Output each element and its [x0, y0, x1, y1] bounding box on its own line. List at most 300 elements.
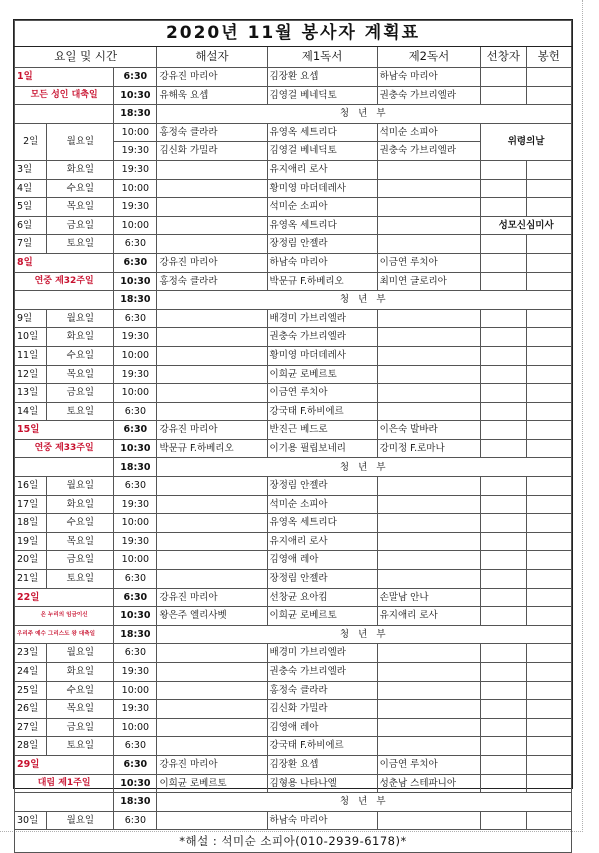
commentator-cell: 왕은주 엘리사벳 — [157, 607, 267, 626]
offering-cell — [526, 663, 572, 682]
day-cell: 4일 — [15, 179, 47, 198]
table-row — [15, 718, 572, 737]
time-cell: 6:30 — [114, 235, 157, 254]
reader2-cell — [377, 216, 481, 235]
time-cell: 6:30 — [114, 811, 157, 830]
table-row — [15, 86, 572, 105]
weekday-cell: 금요일 — [47, 384, 114, 403]
day-cell: 5일 — [15, 198, 47, 217]
reader2-cell — [377, 235, 481, 254]
table-row — [15, 439, 572, 458]
table-row — [15, 607, 572, 626]
day-cell: 10일 — [15, 328, 47, 347]
offering-cell — [526, 495, 572, 514]
day-cell: 22일 — [15, 588, 114, 607]
reader1-cell: 권충숙 가브리엘라 — [267, 328, 377, 347]
offering-cell — [526, 309, 572, 328]
time-cell: 10:00 — [114, 718, 157, 737]
offering-cell — [526, 328, 572, 347]
offering-cell — [526, 718, 572, 737]
table-row — [15, 793, 572, 812]
commentator-cell — [157, 365, 267, 384]
weekday-cell: 월요일 — [47, 644, 114, 663]
reader2-cell: 강미정 F.로마나 — [377, 439, 481, 458]
time-cell: 18:30 — [114, 625, 157, 644]
reader1-cell: 유영옥 세트리다 — [267, 123, 377, 142]
cantor-cell — [481, 532, 526, 551]
reader1-cell: 김신화 가밀라 — [267, 700, 377, 719]
day-cell: 26일 — [15, 700, 47, 719]
commentator-cell — [157, 160, 267, 179]
offering-cell — [526, 477, 572, 496]
time-cell: 6:30 — [114, 68, 157, 87]
commentator-cell — [157, 644, 267, 663]
table-row — [15, 737, 572, 756]
offering-cell — [526, 588, 572, 607]
special-mass-label: 성모신심미사 — [481, 216, 572, 235]
reader2-cell: 이금연 루치아 — [377, 253, 481, 272]
time-cell: 10:30 — [114, 272, 157, 291]
reader2-cell — [377, 328, 481, 347]
offering-cell — [526, 86, 572, 105]
reader2-cell: 성춘남 스테파니아 — [377, 774, 481, 793]
reader1-cell: 선창균 요아킴 — [267, 588, 377, 607]
reader2-cell: 하남숙 마리아 — [377, 68, 481, 87]
weekday-cell: 목요일 — [47, 198, 114, 217]
feast-name: 우리주 예수 그리스도 왕 대축일 — [15, 625, 114, 644]
reader1-cell: 김영애 레아 — [267, 551, 377, 570]
table-row — [15, 588, 572, 607]
time-cell: 10:00 — [114, 681, 157, 700]
day-cell: 23일 — [15, 644, 47, 663]
feast-name: 연중 제32주일 — [15, 272, 114, 291]
cantor-cell — [481, 346, 526, 365]
offering-cell — [526, 346, 572, 365]
cantor-cell — [481, 402, 526, 421]
day-cell: 8일 — [15, 253, 114, 272]
weekday-cell: 금요일 — [47, 718, 114, 737]
time-cell: 19:30 — [114, 532, 157, 551]
youth-group-note: 청 년 부 — [157, 291, 572, 310]
offering-cell — [526, 514, 572, 533]
reader1-cell: 이희균 로베르토 — [267, 607, 377, 626]
table-row — [15, 700, 572, 719]
commentator-cell — [157, 663, 267, 682]
reader1-cell: 장정림 안젤라 — [267, 477, 377, 496]
reader1-cell: 유영옥 세트리다 — [267, 216, 377, 235]
reader2-cell — [377, 663, 481, 682]
commentator-cell — [157, 235, 267, 254]
offering-cell — [526, 160, 572, 179]
offering-cell — [526, 402, 572, 421]
header-reader1: 제1독서 — [267, 47, 377, 68]
offering-cell — [526, 235, 572, 254]
cantor-cell — [481, 253, 526, 272]
time-cell: 19:30 — [114, 160, 157, 179]
offering-cell — [526, 644, 572, 663]
time-cell: 18:30 — [114, 458, 157, 477]
day-cell: 6일 — [15, 216, 47, 235]
day-cell: 14일 — [15, 402, 47, 421]
time-cell: 6:30 — [114, 309, 157, 328]
reader2-cell — [377, 384, 481, 403]
weekday-cell: 화요일 — [47, 495, 114, 514]
table-row — [15, 625, 572, 644]
cantor-cell — [481, 588, 526, 607]
offering-cell — [526, 737, 572, 756]
reader1-cell: 이금연 루치아 — [267, 384, 377, 403]
time-cell: 19:30 — [114, 365, 157, 384]
day-cell: 7일 — [15, 235, 47, 254]
reader1-cell: 박문규 F.하베리오 — [267, 272, 377, 291]
reader2-cell — [377, 309, 481, 328]
day-cell — [15, 291, 114, 310]
reader2-cell — [377, 160, 481, 179]
youth-group-note: 청 년 부 — [157, 458, 572, 477]
time-cell: 6:30 — [114, 402, 157, 421]
commentator-cell — [157, 718, 267, 737]
schedule-sheet — [13, 19, 573, 848]
cantor-cell — [481, 663, 526, 682]
table-row — [15, 681, 572, 700]
reader2-cell — [377, 365, 481, 384]
reader2-cell: 권충숙 가브리엘라 — [377, 142, 481, 161]
weekday-cell: 토요일 — [47, 737, 114, 756]
commentator-cell: 강유진 마리아 — [157, 253, 267, 272]
time-cell: 6:30 — [114, 755, 157, 774]
cantor-cell — [481, 774, 526, 793]
reader2-cell — [377, 644, 481, 663]
weekday-cell: 월요일 — [47, 477, 114, 496]
table-row — [15, 365, 572, 384]
table-row — [15, 309, 572, 328]
feast-name: 모든 성인 대축일 — [15, 86, 114, 105]
reader1-cell: 권충숙 가브리엘라 — [267, 663, 377, 682]
reader2-cell: 권충숙 가브리엘라 — [377, 86, 481, 105]
cantor-cell — [481, 681, 526, 700]
table-row — [15, 495, 572, 514]
table-row — [15, 198, 572, 217]
day-cell: 25일 — [15, 681, 47, 700]
youth-group-note: 청 년 부 — [157, 625, 572, 644]
reader1-cell: 유지애리 로사 — [267, 532, 377, 551]
time-cell: 6:30 — [114, 421, 157, 440]
header-cantor: 선창자 — [481, 47, 526, 68]
reader2-cell: 유지애리 로사 — [377, 607, 481, 626]
cantor-cell — [481, 421, 526, 440]
cantor-cell — [481, 514, 526, 533]
table-row — [15, 346, 572, 365]
reader1-cell: 황미영 마더데레사 — [267, 346, 377, 365]
day-cell: 11일 — [15, 346, 47, 365]
offering-cell — [526, 755, 572, 774]
cantor-cell — [481, 86, 526, 105]
weekday-cell: 월요일 — [47, 123, 114, 160]
reader1-cell: 하남숙 마리아 — [267, 811, 377, 830]
commentator-cell — [157, 811, 267, 830]
day-cell: 3일 — [15, 160, 47, 179]
reader1-cell: 김장환 요셉 — [267, 68, 377, 87]
reader2-cell — [377, 737, 481, 756]
day-cell: 19일 — [15, 532, 47, 551]
day-cell — [15, 458, 114, 477]
cantor-cell — [481, 68, 526, 87]
reader2-cell: 석미순 소피아 — [377, 123, 481, 142]
day-cell: 1일 — [15, 68, 114, 87]
offering-cell — [526, 811, 572, 830]
table-row — [15, 644, 572, 663]
time-cell: 10:30 — [114, 439, 157, 458]
reader2-cell — [377, 179, 481, 198]
commentator-cell — [157, 346, 267, 365]
time-cell: 19:30 — [114, 663, 157, 682]
header-day-time: 요일 및 시간 — [15, 47, 157, 68]
header-commentator: 해설자 — [157, 47, 267, 68]
reader2-cell — [377, 514, 481, 533]
time-cell: 18:30 — [114, 105, 157, 124]
day-cell: 28일 — [15, 737, 47, 756]
commentator-cell — [157, 198, 267, 217]
reader1-cell: 반진근 베드로 — [267, 421, 377, 440]
time-cell: 10:30 — [114, 774, 157, 793]
commentator-cell — [157, 402, 267, 421]
time-cell: 6:30 — [114, 644, 157, 663]
day-cell: 17일 — [15, 495, 47, 514]
page-title: 2020년 11월 봉사자 계획표 — [15, 21, 572, 47]
weekday-cell: 수요일 — [47, 346, 114, 365]
time-cell: 10:00 — [114, 384, 157, 403]
commentator-cell — [157, 737, 267, 756]
reader1-cell: 황미영 마더데레사 — [267, 179, 377, 198]
commentator-cell — [157, 514, 267, 533]
commentator-cell: 홍정숙 클라라 — [157, 123, 267, 142]
reader1-cell: 김장환 요셉 — [267, 755, 377, 774]
footer-contact: *해설 : 석미순 소피아(010-2939-6178)* — [15, 830, 572, 853]
cantor-cell — [481, 439, 526, 458]
time-cell: 10:30 — [114, 86, 157, 105]
time-cell: 19:30 — [114, 198, 157, 217]
cantor-cell — [481, 384, 526, 403]
table-row — [15, 514, 572, 533]
table-row — [15, 384, 572, 403]
weekday-cell: 토요일 — [47, 570, 114, 589]
reader1-cell: 이희균 로베르토 — [267, 365, 377, 384]
reader2-cell — [377, 198, 481, 217]
time-cell: 10:00 — [114, 179, 157, 198]
time-cell: 19:30 — [114, 328, 157, 347]
weekday-cell: 수요일 — [47, 681, 114, 700]
time-cell: 6:30 — [114, 253, 157, 272]
table-row — [15, 235, 572, 254]
table-row — [15, 421, 572, 440]
table-row — [15, 68, 572, 87]
commentator-cell: 박문규 F.하베리오 — [157, 439, 267, 458]
header-reader2: 제2독서 — [377, 47, 481, 68]
commentator-cell — [157, 328, 267, 347]
offering-cell — [526, 551, 572, 570]
offering-cell — [526, 365, 572, 384]
day-cell: 13일 — [15, 384, 47, 403]
day-cell: 21일 — [15, 570, 47, 589]
reader1-cell: 김형용 나타나엘 — [267, 774, 377, 793]
time-cell: 10:00 — [114, 514, 157, 533]
offering-cell — [526, 607, 572, 626]
table-row — [15, 253, 572, 272]
reader1-cell: 석미순 소피아 — [267, 495, 377, 514]
time-cell: 6:30 — [114, 588, 157, 607]
commentator-cell — [157, 477, 267, 496]
day-cell: 30일 — [15, 811, 47, 830]
day-cell: 18일 — [15, 514, 47, 533]
table-row — [15, 123, 572, 142]
table-row — [15, 291, 572, 310]
cantor-cell — [481, 811, 526, 830]
reader1-cell: 하남숙 마리아 — [267, 253, 377, 272]
commentator-cell — [157, 309, 267, 328]
table-row — [15, 570, 572, 589]
day-cell: 16일 — [15, 477, 47, 496]
table-row — [15, 477, 572, 496]
offering-cell — [526, 68, 572, 87]
reader2-cell: 이금연 루치아 — [377, 755, 481, 774]
commentator-cell — [157, 570, 267, 589]
header-row — [15, 47, 572, 68]
reader1-cell: 홍정숙 클라라 — [267, 681, 377, 700]
cantor-cell — [481, 718, 526, 737]
cantor-cell — [481, 365, 526, 384]
offering-cell — [526, 439, 572, 458]
weekday-cell: 목요일 — [47, 700, 114, 719]
time-cell: 10:00 — [114, 123, 157, 142]
cantor-cell — [481, 644, 526, 663]
time-cell: 6:30 — [114, 477, 157, 496]
cantor-cell — [481, 309, 526, 328]
day-cell: 24일 — [15, 663, 47, 682]
footer-row — [15, 830, 572, 853]
special-mass-label: 위령의날 — [481, 123, 572, 160]
weekday-cell: 수요일 — [47, 514, 114, 533]
reader1-cell: 김영걸 베네딕토 — [267, 86, 377, 105]
header-offering: 봉헌 — [526, 47, 572, 68]
cantor-cell — [481, 607, 526, 626]
time-cell: 18:30 — [114, 291, 157, 310]
reader2-cell — [377, 402, 481, 421]
day-cell: 15일 — [15, 421, 114, 440]
day-cell — [15, 105, 114, 124]
time-cell: 10:00 — [114, 551, 157, 570]
offering-cell — [526, 700, 572, 719]
reader1-cell: 석미순 소피아 — [267, 198, 377, 217]
reader2-cell — [377, 681, 481, 700]
commentator-cell: 유해욱 요셉 — [157, 86, 267, 105]
commentator-cell — [157, 384, 267, 403]
commentator-cell: 이희균 로베르토 — [157, 774, 267, 793]
title-row — [15, 21, 572, 47]
weekday-cell: 목요일 — [47, 532, 114, 551]
cantor-cell — [481, 495, 526, 514]
reader1-cell: 강국태 F.하비에르 — [267, 402, 377, 421]
day-cell: 20일 — [15, 551, 47, 570]
offering-cell — [526, 570, 572, 589]
reader2-cell — [377, 477, 481, 496]
commentator-cell: 김신화 가밀라 — [157, 142, 267, 161]
day-cell: 2일 — [15, 123, 47, 160]
reader2-cell — [377, 811, 481, 830]
commentator-cell — [157, 179, 267, 198]
time-cell: 19:30 — [114, 142, 157, 161]
reader1-cell: 배경미 가브리엘라 — [267, 309, 377, 328]
weekday-cell: 화요일 — [47, 328, 114, 347]
offering-cell — [526, 532, 572, 551]
weekday-cell: 월요일 — [47, 811, 114, 830]
reader2-cell — [377, 346, 481, 365]
cantor-cell — [481, 551, 526, 570]
commentator-cell: 강유진 마리아 — [157, 755, 267, 774]
reader2-cell: 최미연 글로리아 — [377, 272, 481, 291]
table-row — [15, 105, 572, 124]
reader2-cell: 손말남 안나 — [377, 588, 481, 607]
reader1-cell: 장정림 안젤라 — [267, 235, 377, 254]
reader1-cell: 유영옥 세트리다 — [267, 514, 377, 533]
day-cell: 29일 — [15, 755, 114, 774]
table-row — [15, 402, 572, 421]
commentator-cell — [157, 700, 267, 719]
offering-cell — [526, 421, 572, 440]
table-row — [15, 272, 572, 291]
day-cell: 12일 — [15, 365, 47, 384]
table-row — [15, 755, 572, 774]
table-row — [15, 532, 572, 551]
time-cell: 6:30 — [114, 570, 157, 589]
reader1-cell: 배경미 가브리엘라 — [267, 644, 377, 663]
table-row — [15, 160, 572, 179]
time-cell: 18:30 — [114, 793, 157, 812]
reader1-cell: 김영애 레아 — [267, 718, 377, 737]
weekday-cell: 화요일 — [47, 663, 114, 682]
cantor-cell — [481, 700, 526, 719]
offering-cell — [526, 179, 572, 198]
weekday-cell: 토요일 — [47, 402, 114, 421]
time-cell: 10:00 — [114, 346, 157, 365]
feast-name: 대림 제1주일 — [15, 774, 114, 793]
commentator-cell — [157, 216, 267, 235]
youth-group-note: 청 년 부 — [157, 105, 572, 124]
reader2-cell — [377, 495, 481, 514]
table-row — [15, 179, 572, 198]
reader2-cell — [377, 551, 481, 570]
offering-cell — [526, 198, 572, 217]
cantor-cell — [481, 160, 526, 179]
commentator-cell: 홍정숙 클라라 — [157, 272, 267, 291]
commentator-cell: 강유진 마리아 — [157, 588, 267, 607]
time-cell: 19:30 — [114, 495, 157, 514]
time-cell: 6:30 — [114, 737, 157, 756]
cantor-cell — [481, 328, 526, 347]
weekday-cell: 화요일 — [47, 160, 114, 179]
weekday-cell: 목요일 — [47, 365, 114, 384]
time-cell: 10:30 — [114, 607, 157, 626]
table-row — [15, 216, 572, 235]
offering-cell — [526, 774, 572, 793]
weekday-cell: 금요일 — [47, 216, 114, 235]
cantor-cell — [481, 570, 526, 589]
table-row — [15, 774, 572, 793]
day-cell: 27일 — [15, 718, 47, 737]
commentator-cell: 강유진 마리아 — [157, 68, 267, 87]
reader1-cell: 장정림 안젤라 — [267, 570, 377, 589]
reader1-cell: 이기용 필립보네리 — [267, 439, 377, 458]
reader2-cell — [377, 700, 481, 719]
